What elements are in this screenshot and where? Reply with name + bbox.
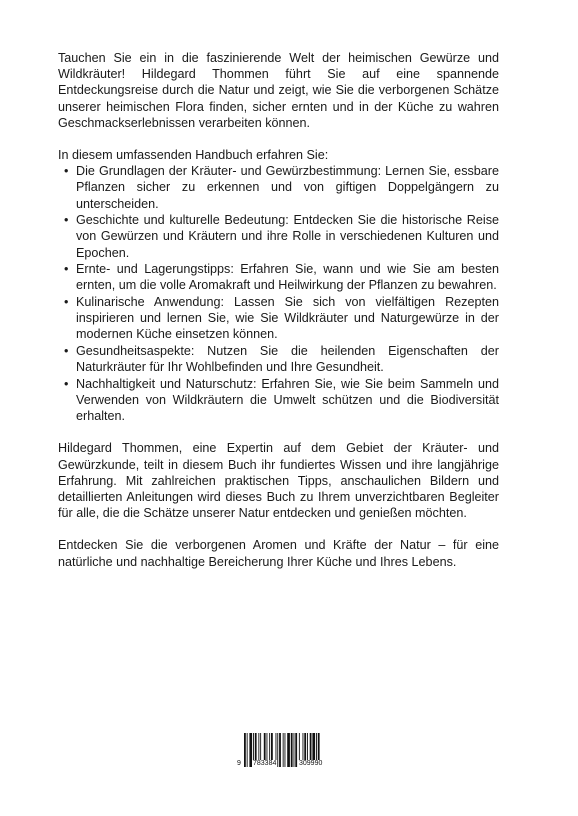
barcode-digits <box>236 760 340 770</box>
intro-paragraph: Tauchen Sie ein in die faszinierende Welt der heimischen Gewürze und Wildkräuter! Hildegard Thommen führt Sie auf eine spannende Entdeckungsreise durch die Natur und zeigt, wie Sie die verborgenen Schätze unserer heimischen Flora finden, sicher ernten und in der Küche zu wahren Geschmackserlebnissen verarbeiten können. <box>58 51 499 130</box>
bullet-icon: • <box>64 344 69 359</box>
bullet-icon: • <box>64 376 69 391</box>
bullet-icon: • <box>64 295 69 310</box>
list-item <box>58 343 499 375</box>
list-item-text: Geschichte und kulturelle Bedeutung: Entdecken Sie die historische Reise von Gewürzen und Kräutern und ihre Rolle in verschiedenen Kulturen und Epochen. <box>76 213 499 260</box>
bullet-icon: • <box>64 164 69 179</box>
bullet-icon: • <box>64 262 69 277</box>
list-item <box>58 261 499 293</box>
closing-paragraph: Entdecken Sie die verborgenen Aromen und Kräfte der Natur – für eine natürliche und nachhaltige Bereicherung Ihrer Küche und Ihres Lebens. <box>58 538 499 569</box>
barcode-digit-first: 9 <box>237 760 241 767</box>
topic-list <box>58 163 499 424</box>
list-item <box>58 212 499 261</box>
barcode-digits-right: 309990 <box>299 760 323 767</box>
list-item-text: Gesundheitsaspekte: Nutzen Sie die heilenden Eigenschaften der Naturkräuter für Ihr Wohlbefinden und Ihre Gesundheit. <box>76 344 499 375</box>
barcode-digits-left: 783384 <box>253 760 277 767</box>
list-item-text: Kulinarische Anwendung: Lassen Sie sich von vielfältigen Rezepten inspirieren und lernen Sie, wie Sie Wildkräuter und Naturgewürze in der modernen Küche einsetzen können. <box>76 295 499 342</box>
bullet-icon: • <box>64 213 69 228</box>
back-cover-text <box>58 50 499 570</box>
list-item <box>58 163 499 212</box>
list-item-text: Ernte- und Lagerungstipps: Erfahren Sie, wann und wie Sie am besten ernten, um die volle Aromakraft und Heilwirkung der Pflanzen zu bewahren. <box>76 262 499 293</box>
list-item <box>58 376 499 425</box>
author-paragraph: Hildegard Thommen, eine Expertin auf dem Gebiet der Kräuter- und Gewürzkunde, teilt in diesem Buch ihr fundiertes Wissen und ihre langjährige Erfahrung. Mit zahlreichen praktischen Tipps, anschaulichen Bildern und detaillierten Anleitungen wird dieses Buch zu Ihrem unverzichtbaren Begleiter für alle, die die Schätze unserer Natur entdecken und genießen möchten. <box>58 441 499 521</box>
list-item-text: Nachhaltigkeit und Naturschutz: Erfahren Sie, wie Sie beim Sammeln und Verwenden von Wildkräutern die Umwelt schützen und die Biodiversität erhalten. <box>76 376 499 424</box>
list-heading: In diesem umfassenden Handbuch erfahren Sie: <box>58 148 329 163</box>
list-item-text: Die Grundlagen der Kräuter- und Gewürzbestimmung: Lernen Sie, essbare Pflanzen sicher zu erkennen und von giftigen Doppelgängern zu unterscheiden. <box>76 164 499 211</box>
list-item <box>58 294 499 343</box>
